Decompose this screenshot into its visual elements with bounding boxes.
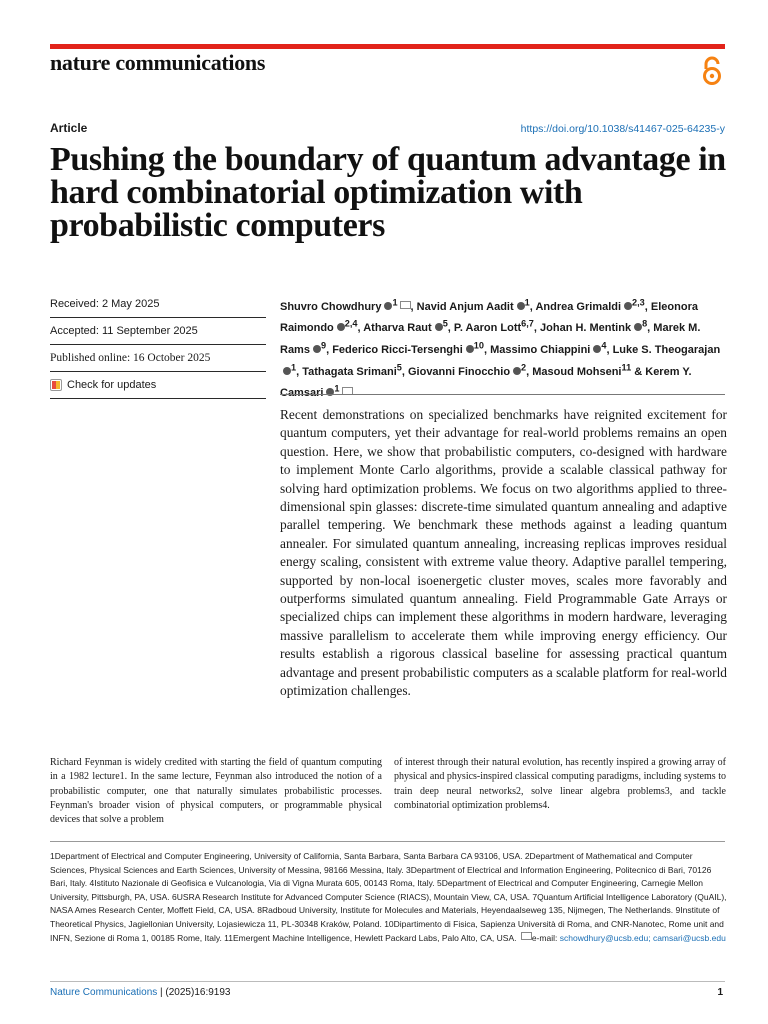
accepted-date: Accepted: 11 September 2025 — [50, 318, 266, 345]
author-affiliation: 1 — [334, 383, 340, 394]
orcid-icon[interactable] — [435, 323, 443, 331]
orcid-icon[interactable] — [634, 323, 642, 331]
dates-panel — [50, 291, 266, 399]
author — [363, 318, 454, 335]
author-affiliation: 10 — [473, 340, 484, 351]
author-separator: , — [533, 322, 541, 335]
footer-journal — [50, 987, 230, 998]
check-updates-icon — [50, 379, 62, 391]
author-affiliation: 1 — [392, 297, 398, 307]
author-separator: , — [410, 300, 417, 313]
author-separator: , — [296, 365, 303, 378]
orcid-icon[interactable] — [337, 323, 345, 331]
author — [407, 361, 533, 378]
doi-link[interactable]: https://doi.org/10.1038/s41467-025-64235-y — [520, 123, 725, 135]
author-separator: , — [447, 322, 454, 335]
orcid-icon[interactable] — [513, 367, 521, 375]
author-separator: , — [483, 343, 491, 356]
paper-title: Pushing the boundary of quantum advantage in hard combinatorial optimization with probabilistic computers — [50, 141, 726, 244]
orcid-icon[interactable] — [517, 302, 525, 310]
author-affiliation: 2,3 — [632, 297, 645, 307]
author — [535, 297, 651, 313]
author-name[interactable]: Masoud Mohseni — [532, 365, 622, 378]
author-affiliation: 6,7 — [521, 318, 534, 329]
author-name[interactable]: Federico Ricci-Tersenghi — [332, 343, 463, 356]
author — [490, 340, 613, 356]
footer-journal-name[interactable]: Nature Communications — [50, 987, 158, 998]
abstract: Recent demonstrations on specialized benchmarks have reignited excitement for quantum computers, yet their advantage for real-world problems remains an open question. Here, we show that probabilistic computers, co-designed with hardware to implement Monte Carlo algorithms, provide a scalable classical pathway for solving hard optimization problems. We focus on two algorithms applied to three-dimensional spin glasses: discrete-time simulated quantum annealing and adaptive parallel tempering. We benchmark these methods against a leading quantum annealer. For simulated quantum annealing, increasing replicas improves residual energy scaling, consistent with extreme value theory. Adaptive parallel tempering, supported by non-local isoenergetic cluster moves, scales more favorably and outperforms simulated quantum annealing. Field Programmable Gate Arrays or specialized chips can implement these algorithms in modern hardware, leveraging massive parallelism to accelerate them while improving energy efficiency. Our results establish a rigorous classical baseline for assessing practical quantum advantage and present probabilistic computers as a scalable platform for real-world optimization challenges. — [280, 407, 727, 699]
author-name[interactable]: Giovanni Finocchio — [407, 365, 511, 378]
article-type-label: Article — [50, 121, 88, 135]
author — [416, 297, 536, 313]
author-separator: & — [631, 365, 646, 378]
orcid-icon[interactable] — [624, 302, 632, 310]
abstract-rule — [280, 394, 725, 395]
author — [532, 361, 646, 378]
author-affiliation: 2,4 — [344, 318, 358, 329]
author — [280, 297, 417, 313]
footer-citation: | (2025)16:9193 — [157, 987, 231, 998]
author-affiliation: 5 — [442, 318, 448, 329]
author-affiliation: 4 — [601, 340, 607, 351]
author-name[interactable]: Shuvro Chowdhury — [280, 300, 382, 313]
author-name[interactable]: Andrea Grimaldi — [535, 300, 622, 313]
author-name[interactable]: P. Aaron Lott — [453, 322, 522, 335]
author — [540, 318, 654, 335]
affiliations-footnote — [50, 850, 728, 945]
author-affiliation: 9 — [320, 340, 327, 351]
published-date: Published online: 16 October 2025 — [50, 345, 266, 372]
affiliations-text: 1Department of Electrical and Computer Engineering, University of California, Santa Barbara, Santa Barbara CA 93106, USA. 2Department of Mathematical and Computer Sciences, Physical Sciences and Earth Sciences, University of Messina, 98166 Messina, Italy. 3Department of Electrical and Information Engineering, Politecnico di Bari, 70126 Bari, Italy. 4Istituto Nazionale di Geofisica e Vulcanologia, Via di Vigna Murata 605, 00143 Roma, Italy. 5Department of Electrical and Computer Engineering, Carnegie Mellon University, Pittsburgh, PA, USA. 6USRA Research Institute for Advanced Computer Science (RIACS), Mountain View, CA, USA. 7Quantum Artificial Intelligence Laboratory (QuAIL), NASA Ames Research Center, Moffett Field, CA, USA. 8Radboud University, Institute for Molecules and Materials, Heyendaalseweg 135, Nijmegen, The Netherlands. 9Institute of Theoretical Physics, Jagiellonian University, Lojasiewicza 11, PL-30348 Kraków, Poland. 10Dipartimento di Fisica, Sapienza Università di Roma, and CNR-Nanotec, Rome unit and INFN, Sezione di Roma 1, 00185 Rome, Italy. 11Emergent Machine Intelligence, Hewlett Packard Labs, Palo Alto, CA, USA. — [50, 851, 727, 943]
author-name[interactable]: Luke S. Theogarajan — [612, 343, 721, 356]
author-list — [280, 294, 725, 402]
received-date: Received: 2 May 2025 — [50, 291, 266, 318]
author-separator: , — [357, 322, 364, 335]
body-text-column-2: of interest through their natural evolution, has recently inspired a growing array of physical and physics-inspired classical computing paradigms, including systems to train deep neural networks2, solve linear algebra problems3, and tackle combinatorial optimization problems4. — [394, 757, 726, 811]
author-separator: , — [326, 343, 333, 356]
author-separator: , — [529, 300, 536, 313]
author-name[interactable]: Massimo Chiappini — [490, 343, 591, 356]
orcid-icon[interactable] — [283, 367, 291, 375]
author-affiliation: 1 — [524, 297, 530, 307]
author-separator: , — [526, 365, 533, 378]
check-for-updates-label: Check for updates — [67, 379, 157, 391]
author-name[interactable]: Tathagata Srimani — [302, 365, 397, 378]
email-prefix: e-mail: — [531, 932, 560, 943]
author-name[interactable]: Kerem Y. — [645, 365, 692, 378]
email-icon[interactable] — [400, 301, 411, 309]
orcid-icon[interactable] — [313, 345, 321, 353]
author-separator: , — [401, 365, 408, 378]
orcid-icon[interactable] — [466, 345, 474, 353]
mail-icon — [521, 932, 532, 940]
author-affiliation: 1 — [291, 361, 297, 372]
author-separator: , — [647, 322, 654, 335]
footnote-rule — [50, 841, 725, 842]
author-name[interactable]: Atharva Raut — [363, 322, 432, 335]
top-red-rule — [50, 44, 725, 49]
author-name[interactable]: Eleonora Raimondo — [280, 300, 698, 335]
body-text-column-1: Richard Feynman is widely credited with starting the field of quantum computing in a 1982 lecture1. In the same lecture, Feynman also introduced the notion of a probabilistic computer, one that naturally simulates probabilistic processes. Feynman's broader vision of physical computers, or programmable physical devices that solve a problem — [50, 757, 382, 826]
author-affiliation: 8 — [642, 318, 648, 329]
check-for-updates-button[interactable] — [50, 372, 266, 399]
author-affiliation: 5 — [396, 361, 402, 372]
footer-rule — [50, 981, 725, 982]
page-number: 1 — [717, 987, 723, 998]
author-name[interactable]: Johan H. Mentink — [540, 322, 632, 335]
email-links[interactable]: schowdhury@ucsb.edu; camsari@ucsb.edu — [559, 932, 726, 943]
journal-name: nature communications — [50, 50, 266, 75]
author-affiliation: 11 — [621, 361, 632, 372]
author-name[interactable]: Marek M. Rams — [280, 322, 701, 356]
author — [332, 340, 491, 356]
author-separator: , — [644, 300, 651, 313]
open-access-icon — [700, 56, 724, 86]
author — [453, 318, 541, 335]
author — [302, 361, 408, 378]
author-affiliation: 2 — [521, 361, 527, 372]
author-separator: , — [606, 343, 613, 356]
author-name[interactable]: Navid Anjum Aadit — [416, 300, 514, 313]
